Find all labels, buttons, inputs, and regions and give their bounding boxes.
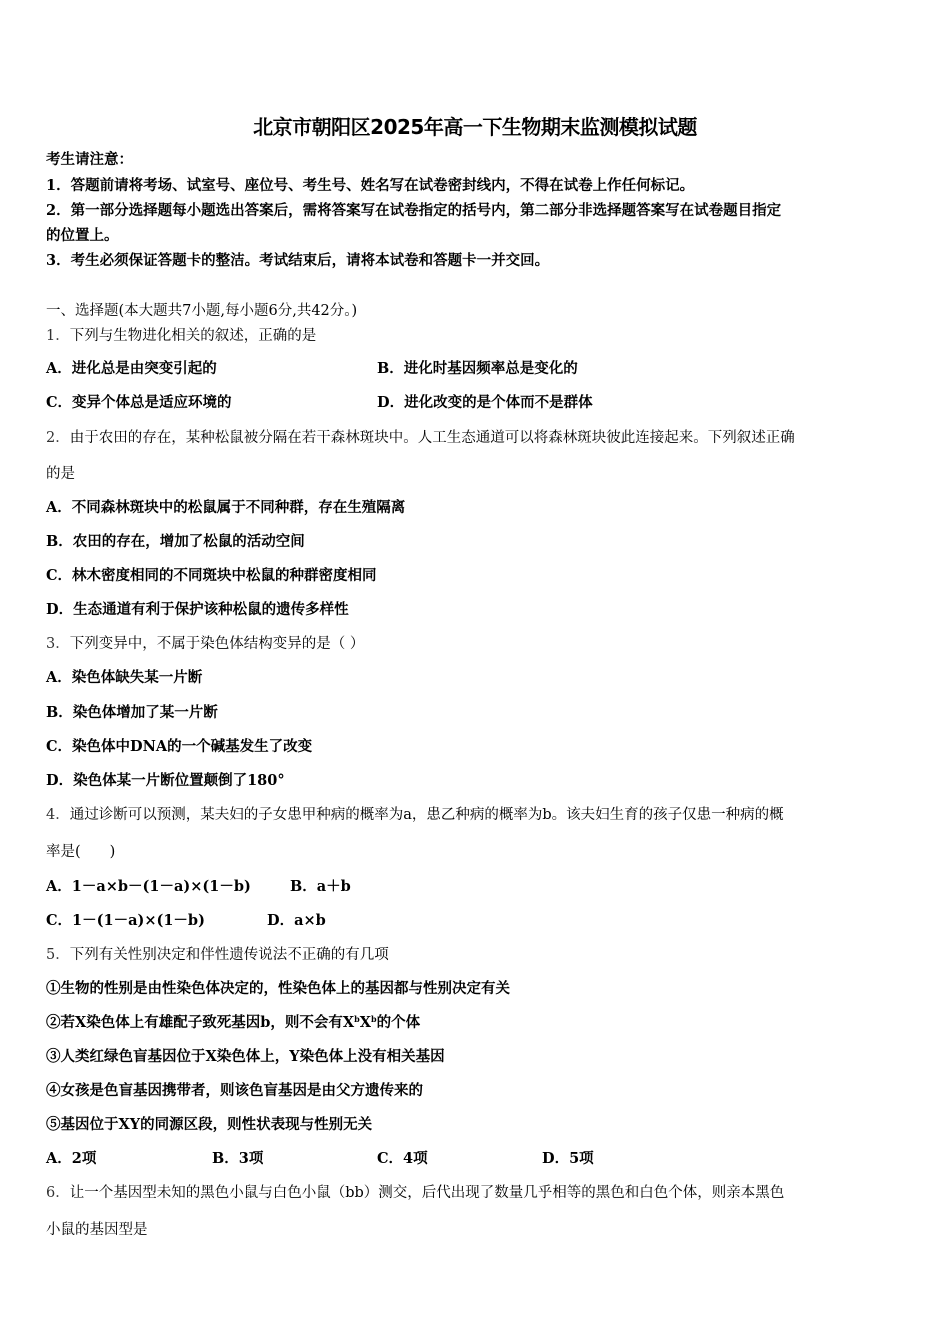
notice-item-2-cont: 的位置上。 — [46, 227, 119, 244]
q5-statement-2 — [46, 1013, 420, 1033]
question-text: 下列与生物进化相关的叙述，正确的是 — [69, 328, 317, 344]
question-3-stem — [46, 634, 364, 654]
question-text: 让一个基因型未知的黑色小鼠与白色小鼠（bb）测交，后代出现了数量几乎相等的黑色和白色个体，则亲本黑色 — [69, 1185, 785, 1201]
superscript: b — [371, 1014, 377, 1024]
question-6-stem-cont: 小鼠的基因型是 — [46, 1222, 148, 1238]
q3-option-c: C．染色体中DNA的一个碱基发生了改变 — [46, 738, 313, 755]
question-2-stem — [46, 428, 795, 448]
q4-option-c: C．1－(1－a)×(1－b) — [46, 912, 205, 929]
section-heading: 一、选择题(本大题共7小题,每小题6分,共42分。) — [46, 303, 358, 319]
q5-statement-3: ③人类红绿色盲基因位于X染色体上，Y染色体上没有相关基因 — [46, 1048, 445, 1065]
q1-option-b: B．进化时基因频率总是变化的 — [377, 360, 578, 377]
q4-option-d: D．a×b — [267, 912, 326, 929]
q3-option-b: B．染色体增加了某一片断 — [46, 704, 218, 721]
statement-text: ②若X染色体上有雄配子致死基因b，则不会有X — [46, 1014, 355, 1031]
notice-item-3: 3．考生必须保证答题卡的整洁。考试结束后，请将本试卷和答题卡一并交回。 — [46, 252, 550, 269]
question-6-stem — [46, 1183, 784, 1203]
question-1-stem — [46, 326, 316, 346]
q2-option-d: D．生态通道有利于保护该种松鼠的遗传多样性 — [46, 601, 349, 618]
notice-heading: 考生请注意： — [46, 151, 133, 168]
q1-option-a: A．进化总是由突变引起的 — [46, 360, 217, 377]
notice-item-2: 2．第一部分选择题每小题选出答案后，需将答案写在试卷指定的括号内，第二部分非选择题答案写在试卷题目指定 — [46, 202, 782, 219]
q2-option-c: C．林木密度相同的不同斑块中松鼠的种群密度相同 — [46, 567, 377, 584]
q1-option-c: C．变异个体总是适应环境的 — [46, 394, 232, 411]
q2-option-a: A．不同森林斑块中的松鼠属于不同种群，存在生殖隔离 — [46, 499, 406, 516]
q5-option-c: C．4项 — [377, 1150, 428, 1167]
question-number: 5． — [46, 947, 70, 963]
superscript: b — [354, 1014, 360, 1024]
q4-option-a: A．1－a×b－(1－a)×(1－b) — [46, 878, 251, 895]
q5-option-a: A．2项 — [46, 1150, 97, 1167]
q2-option-b: B．农田的存在，增加了松鼠的活动空间 — [46, 533, 305, 550]
q5-statement-5: ⑤基因位于XY的同源区段，则性状表现与性别无关 — [46, 1116, 373, 1133]
statement-text: X — [359, 1014, 371, 1031]
q5-statement-4: ④女孩是色盲基因携带者，则该色盲基因是由父方遗传来的 — [46, 1082, 423, 1099]
question-4-stem — [46, 805, 784, 825]
question-number: 3． — [46, 636, 70, 652]
q1-option-d: D．进化改变的是个体而不是群体 — [377, 394, 593, 411]
question-text: 下列有关性别决定和伴性遗传说法不正确的有几项 — [69, 947, 389, 963]
q3-option-a: A．染色体缺失某一片断 — [46, 669, 203, 686]
question-number: 1． — [46, 328, 70, 344]
q3-option-d: D．染色体某一片断位置颠倒了180° — [46, 772, 285, 789]
question-number: 2． — [46, 430, 70, 446]
question-4-stem-cont: 率是( ) — [46, 844, 116, 860]
question-number: 6． — [46, 1185, 70, 1201]
q5-statement-1: ①生物的性别是由性染色体决定的，性染色体上的基因都与性别决定有关 — [46, 980, 510, 997]
q5-option-d: D．5项 — [542, 1150, 594, 1167]
question-text: 下列变异中，不属于染色体结构变异的是（ ） — [69, 636, 365, 652]
question-text: 通过诊断可以预测，某夫妇的子女患甲种病的概率为a，患乙种病的概率为b。该夫妇生育的孩子仅患一种病的概 — [69, 807, 784, 823]
q4-option-b: B．a＋b — [290, 878, 351, 895]
question-number: 4． — [46, 807, 70, 823]
question-5-stem — [46, 945, 389, 965]
statement-text: 的个体 — [376, 1014, 421, 1031]
question-2-stem-cont: 的是 — [46, 466, 75, 482]
q5-option-b: B．3项 — [212, 1150, 264, 1167]
page-title: 北京市朝阳区2025年高一下生物期末监测模拟试题 — [253, 115, 697, 139]
question-text: 由于农田的存在，某种松鼠被分隔在若干森林斑块中。人工生态通道可以将森林斑块彼此连接起来。下列叙述正确 — [69, 430, 795, 446]
notice-item-1: 1．答题前请将考场、试室号、座位号、考生号、姓名写在试卷密封线内，不得在试卷上作任何标记。 — [46, 177, 695, 194]
